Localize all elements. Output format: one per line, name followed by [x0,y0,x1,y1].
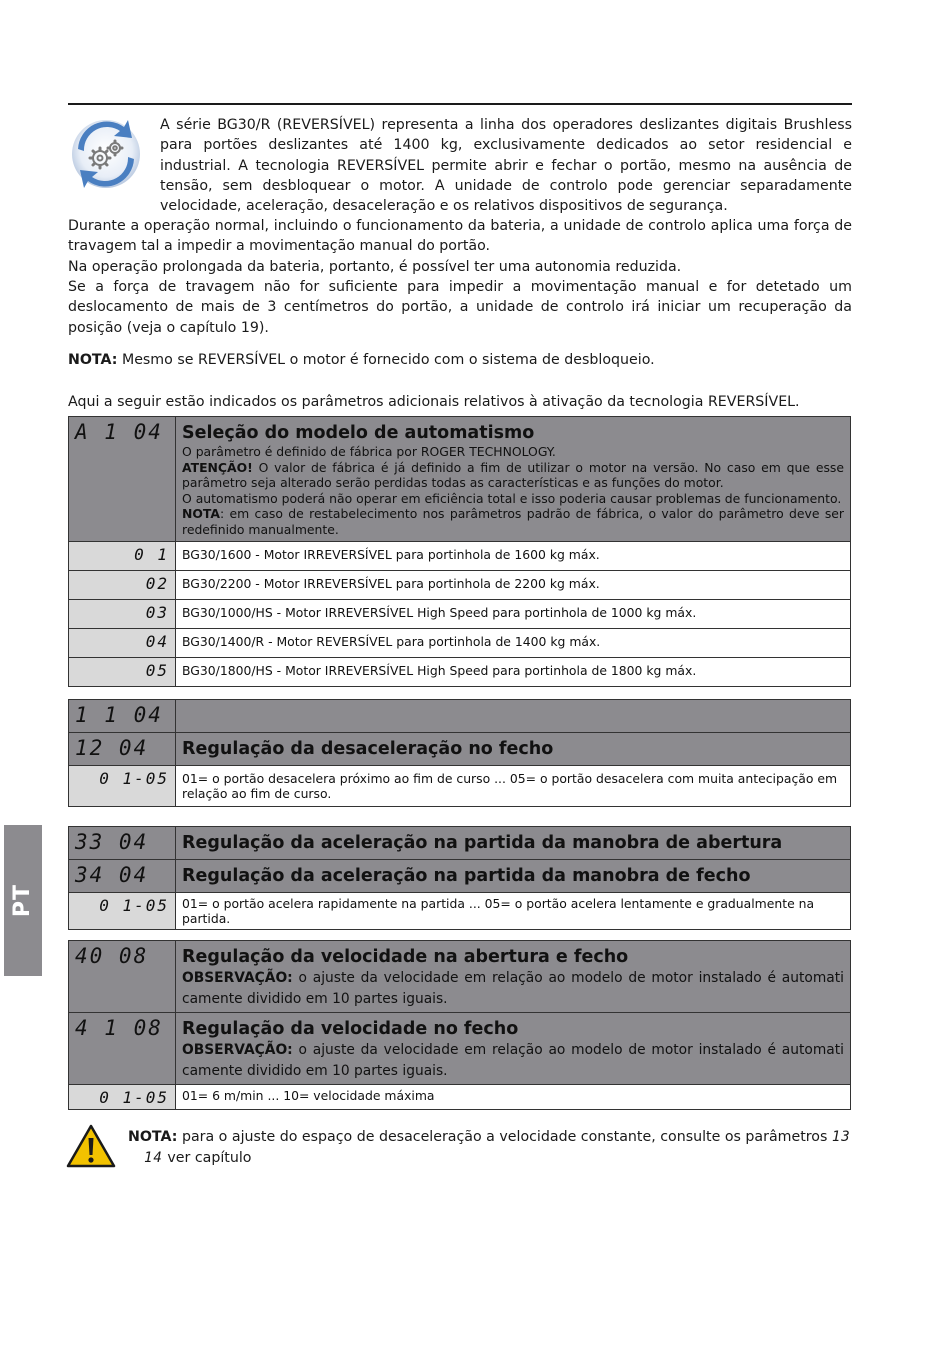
param-ref-13: 13 [831,1129,851,1145]
param-table-model [68,416,851,687]
warning-icon [66,1124,116,1168]
value-row [69,1085,851,1110]
param-row [69,941,851,1013]
observation-text: o ajuste da velocidade em relação ao modelo de motor instalado é automati camente dividido em 10 partes iguais. [182,970,844,1007]
param-code: 34 04 [75,863,149,887]
value-row [69,658,851,687]
value-row [69,542,851,571]
attention-label: ATENÇÃO! [182,459,253,475]
param-row [69,700,851,733]
param-table-deceleration [68,699,851,807]
param-observation [176,968,850,1012]
value-code: 0 1-05 [99,896,169,915]
top-rule [68,103,852,105]
param-note-text: : em caso de restabelecimento nos parâmetros padrão de fábrica, o valor do parâmetro deve ser redefinido manualmente. [182,506,844,537]
value-description: BG30/1800/HS - Motor IRREVERSÍVEL High Speed para portinhola de 1800 kg máx. [182,663,697,678]
param-title: Regulação da aceleração na partida da manobra de abertura [182,833,783,853]
param-row [69,860,851,893]
value-code: 03 [145,603,169,622]
value-row [69,600,851,629]
param-code: 40 08 [75,944,149,968]
value-row [69,571,851,600]
param-title: Regulação da velocidade na abertura e fecho [182,947,629,967]
paragraph-2: Na operação prolongada da bateria, portanto, é possível ter uma autonomia reduzida. [68,259,682,275]
lead-paragraph: Aqui a seguir estão indicados os parâmetros adicionais relativos à ativação da tecnologia REVERSÍVEL. [68,394,800,410]
value-description: BG30/2200 - Motor IRREVERSÍVEL para portinhola de 2200 kg máx. [182,576,600,591]
bottom-note [128,1127,852,1168]
value-description: 01= o portão acelera rapidamente na partida ... 05= o portão acelera lentamente e gradualmente na partida. [182,896,815,926]
param-observation [176,1040,850,1084]
value-row [69,766,851,807]
gears-cycle-icon [66,111,146,197]
param-table-speed [68,940,851,1110]
param-code: 33 04 [75,830,149,854]
param-title [176,700,850,705]
value-code: 0 1-05 [99,1088,169,1107]
param-code: 1 1 04 [75,703,163,727]
intro-paragraph: A série BG30/R (REVERSÍVEL) representa a linha dos operadores deslizantes digitais Brushless para portões deslizantes até 1400 kg, exclusivamente dedicados ao setor residencial e industrial. A tecnologia REVERSÍVEL permite abrir e fechar o portão, mesmo na ausência de tensão, sem desbloquear o motor. A unidade de controlo pode gerenciar separadamente velocidade, aceleração, desaceleração e os relativos dispositivos de segurança. [160,117,852,215]
value-code: 05 [145,661,169,680]
param-title: Regulação da aceleração na partida da manobra de fecho [182,866,751,886]
param-code: A 1 04 [75,420,163,444]
param-row [69,733,851,766]
param-table-acceleration [68,826,851,930]
param-row-a104 [69,417,851,542]
param-code: 4 1 08 [75,1016,163,1040]
note-unlock [68,350,852,370]
value-row [69,629,851,658]
value-description: 01= 6 m/min ... 10= velocidade máxima [182,1088,435,1103]
param-row [69,827,851,860]
param-note-label: NOTA [182,506,220,521]
language-code: PT [10,883,36,918]
paragraph-3: Se a força de travagem não for suficiente para impedir a movimentação manual e for detetado um deslocamento de mais de 3 centímetros do portão, a unidade de controlo irá iniciar um recuperação da posição (veja o capítulo 19). [68,279,852,336]
value-code: 0 1 [134,545,169,564]
observation-label: OBSERVAÇÃO: [182,1042,293,1058]
paragraph-1: Durante a operação normal, incluindo o funcionamento da bateria, a unidade de controlo aplica uma força de travagem tal a impedir a movimentação manual do portão. [68,218,852,255]
bottom-note-label: NOTA: [128,1129,178,1145]
bottom-note-text: para o ajuste do espaço de desaceleração a velocidade constante, consulte os parâmetros [177,1129,832,1145]
observation-text: o ajuste da velocidade em relação ao modelo de motor instalado é automati camente dividido em 10 partes iguais. [182,1042,844,1079]
param-title: Regulação da velocidade no fecho [182,1019,519,1039]
value-code: 02 [145,574,169,593]
param-ref-14: 14 [144,1149,163,1166]
value-description: BG30/1000/HS - Motor IRREVERSÍVEL High Speed para portinhola de 1000 kg máx. [182,605,697,620]
value-description: 01= o portão desacelera próximo ao fim de curso ... 05= o portão desacelera com muita antecipação em relação ao fim de curso. [182,771,838,801]
value-description: BG30/1600 - Motor IRREVERSÍVEL para portinhola de 1600 kg máx. [182,547,600,562]
note-text: Mesmo se REVERSÍVEL o motor é fornecido com o sistema de desbloqueio. [117,352,655,368]
param-line-efficiency: O automatismo poderá não operar em eficiência total e isso poderia causar problemas de funcionamento. [182,490,842,506]
note-label: NOTA: [68,352,118,368]
param-title: Regulação da desaceleração no fecho [182,739,554,759]
value-description: BG30/1400/R - Motor REVERSÍVEL para portinhola de 1400 kg máx. [182,634,601,649]
param-title: Seleção do modelo de automatismo [182,423,535,443]
value-row [69,893,851,930]
param-code: 12 04 [75,736,149,760]
bottom-note-suffix: ver capítulo [162,1149,252,1166]
attention-text: O valor de fábrica é já definido a fim de utilizar o motor na versão. No caso em que esse parâmetro seja alterado serão perdidas todas as características e as funções do motor. [182,459,844,490]
param-description [176,444,850,541]
language-side-tab [4,825,42,976]
observation-label: OBSERVAÇÃO: [182,970,293,986]
param-row [69,1013,851,1085]
param-line-factory: O parâmetro é definido de fábrica por ROGER TECHNOLOGY. [182,444,556,459]
value-code: 04 [145,632,169,651]
value-code: 0 1-05 [99,769,169,788]
